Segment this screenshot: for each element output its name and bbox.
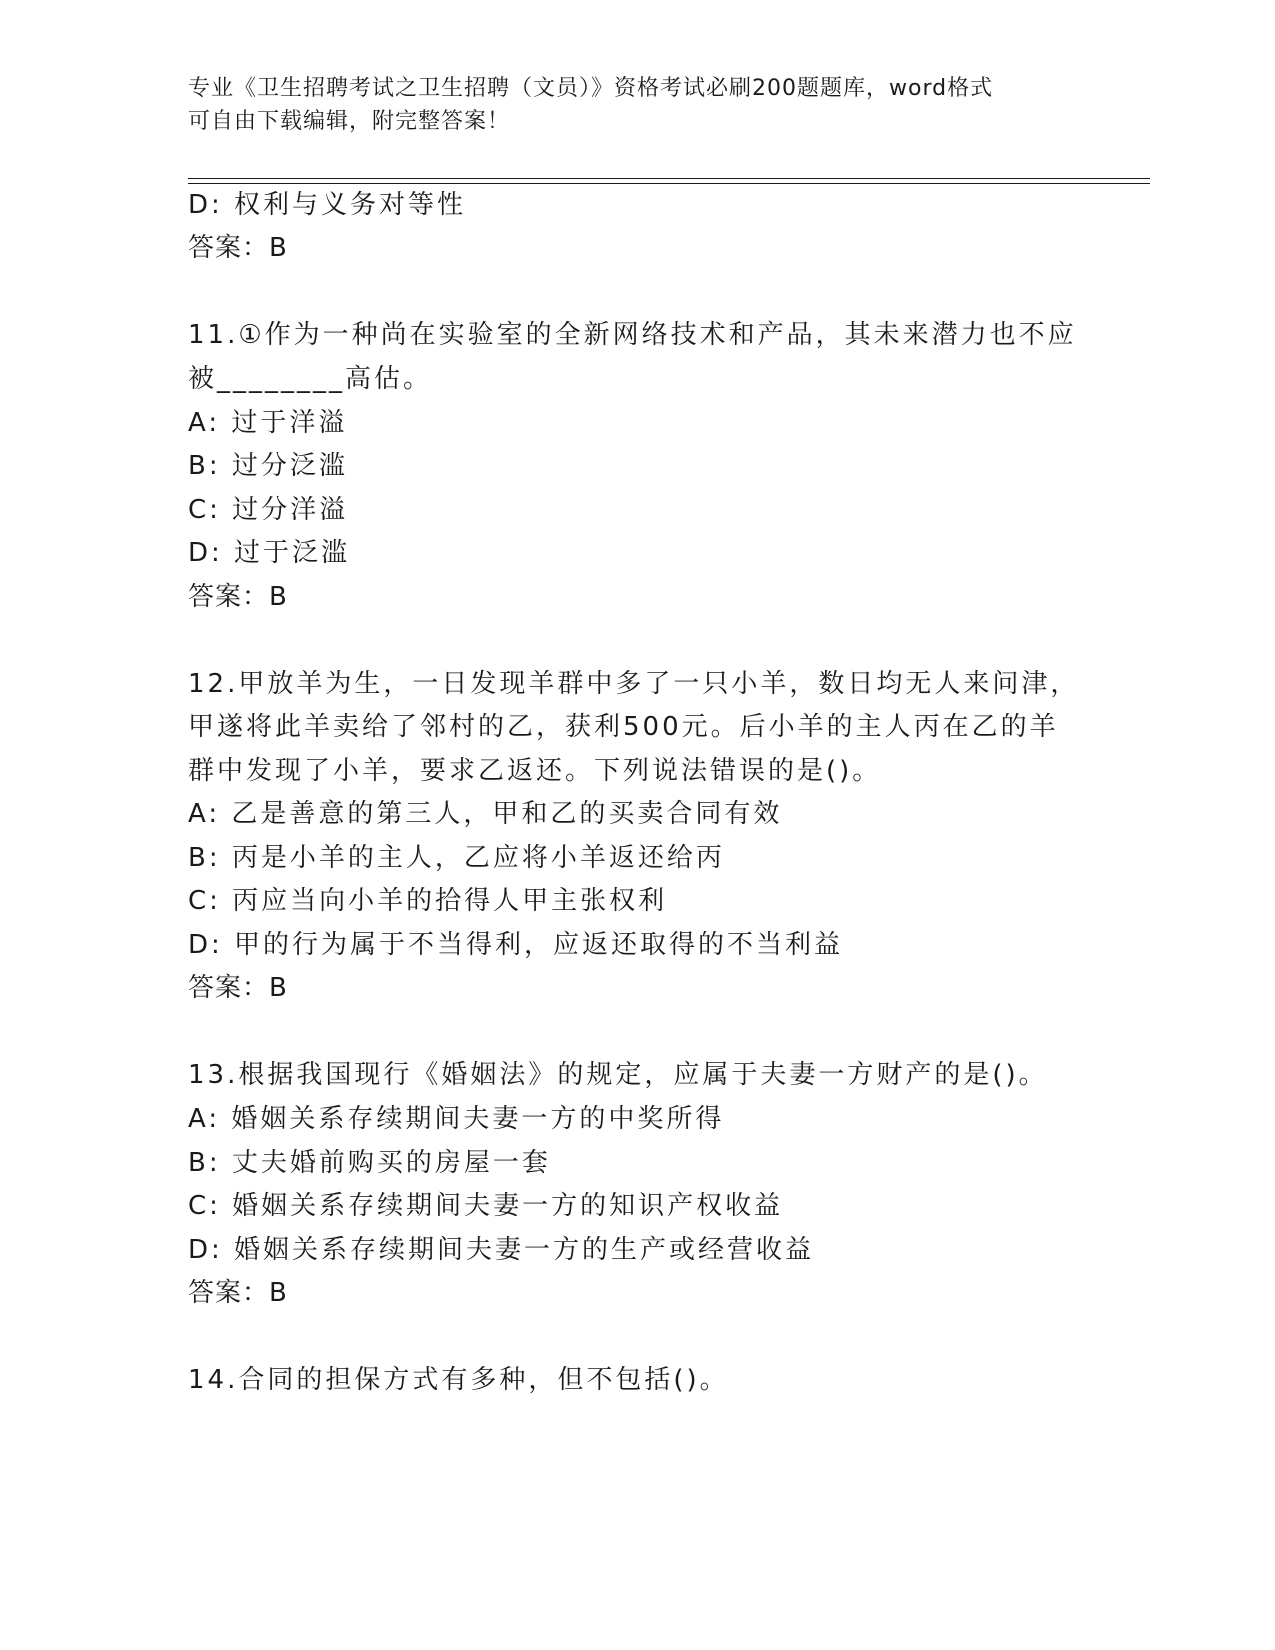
q11-option-d: D: 过于泛滥 <box>188 538 351 568</box>
q12-option-d: D: 甲的行为属于不当得利，应返还取得的不当利益 <box>188 930 844 960</box>
prev-option-d: D: 权利与义务对等性 <box>188 190 467 220</box>
q13-answer: 答案：B <box>188 1278 288 1308</box>
q12-stem-line-3: 群中发现了小羊，要求乙返还。下列说法错误的是()。 <box>188 756 882 786</box>
header-title-line-1: 专业《卫生招聘考试之卫生招聘（文员）》资格考试必刷200题题库，word格式 <box>188 76 994 101</box>
q12-stem-line-2: 甲遂将此羊卖给了邻村的乙，获利500元。后小羊的主人丙在乙的羊 <box>188 712 1059 742</box>
q12-option-c: C: 丙应当向小羊的拾得人甲主张权利 <box>188 886 668 916</box>
q12-stem-line-1: 12.甲放羊为生，一日发现羊群中多了一只小羊，数日均无人来问津， <box>188 669 1080 699</box>
header-title-line-2: 可自由下载编辑，附完整答案！ <box>188 109 511 134</box>
q11-option-a: A: 过于洋溢 <box>188 408 348 438</box>
document-header <box>188 72 1088 138</box>
q12-answer: 答案：B <box>188 973 288 1003</box>
q14-stem-line-1: 14.合同的担保方式有多种，但不包括()。 <box>188 1365 729 1395</box>
q12-option-b: B: 丙是小羊的主人，乙应将小羊返还给丙 <box>188 843 725 873</box>
header-divider-bottom <box>188 183 1150 184</box>
header-divider-top <box>188 178 1150 179</box>
q13-option-d: D: 婚姻关系存续期间夫妻一方的生产或经营收益 <box>188 1235 815 1265</box>
q13-option-c: C: 婚姻关系存续期间夫妻一方的知识产权收益 <box>188 1191 784 1221</box>
q12-option-a: A: 乙是善意的第三人，甲和乙的买卖合同有效 <box>188 799 783 829</box>
q11-option-b: B: 过分泛滥 <box>188 451 348 481</box>
q11-option-c: C: 过分洋溢 <box>188 495 349 525</box>
q11-stem-line-1: 11.①作为一种尚在实验室的全新网络技术和产品，其未来潜力也不应 <box>188 320 1077 350</box>
q13-option-a: A: 婚姻关系存续期间夫妻一方的中奖所得 <box>188 1104 725 1134</box>
q11-answer: 答案：B <box>188 582 288 612</box>
q13-stem-line-1: 13.根据我国现行《婚姻法》的规定，应属于夫妻一方财产的是()。 <box>188 1060 1048 1090</box>
q13-option-b: B: 丈夫婚前购买的房屋一套 <box>188 1148 551 1178</box>
prev-answer: 答案：B <box>188 233 288 263</box>
q11-stem-line-2: 被________高估。 <box>188 364 433 394</box>
